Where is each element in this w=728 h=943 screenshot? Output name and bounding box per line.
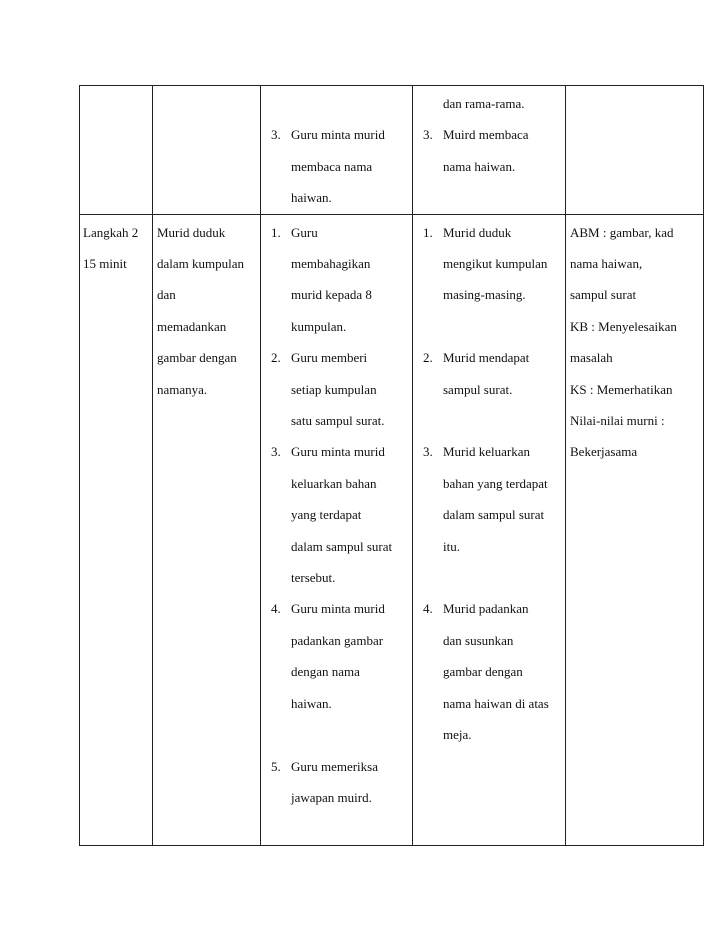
step-cell <box>80 214 153 845</box>
teacher-step-3: 3. Guru minta murid keluarkan bahan yang terdapat dalam sampul surat tersebut. <box>271 444 393 586</box>
teacher-step-3: 3. Guru minta murid membaca nama haiwan. <box>271 127 385 206</box>
pupil-item-tail: dan rama-rama. <box>443 96 525 111</box>
step-cell-empty <box>80 86 153 215</box>
continuation-row <box>80 86 704 215</box>
step-label: Langkah 2 <box>83 224 139 240</box>
step-2-row <box>80 214 704 845</box>
pupil-activity-cell <box>413 214 566 845</box>
teacher-step-4: 4. Guru minta murid padankan gambar dengan nama haiwan. <box>271 601 385 711</box>
notes-cell: ABM : gambar, kad nama haiwan, sampul surat KB : Menyelesaikan masalah KS : Memerhatikan Nilai-nilai murni : Bekerjasama <box>566 214 704 845</box>
teacher-activity-cell <box>261 214 413 845</box>
pupil-step-3: 3. Muird membaca nama haiwan. <box>423 127 529 174</box>
lesson-plan-table <box>79 85 704 846</box>
pupil-activity-cell <box>413 86 566 215</box>
pupil-step-3: 3. Murid keluarkan bahan yang terdapat dalam sampul surat itu. <box>423 444 548 554</box>
notes-cell-empty <box>566 86 704 215</box>
step-time: 15 minit <box>83 256 127 272</box>
teacher-step-1: 1. Guru membahagikan murid kepada 8 kumpulan. <box>271 224 372 334</box>
pupil-step-1: 1. Murid duduk mengikut kumpulan masing-masing. <box>423 224 548 303</box>
teacher-activity-cell <box>261 86 413 215</box>
pupil-step-2: 2. Murid mendapat sampul surat. <box>423 350 530 397</box>
content-cell: Murid duduk dalam kumpulan dan memadankan gambar dengan namanya. <box>153 214 261 845</box>
teacher-step-5: 5. Guru memeriksa jawapan muird. <box>271 758 379 805</box>
teacher-step-2: 2. Guru memberi setiap kumpulan satu sampul surat. <box>271 350 385 429</box>
pupil-step-4: 4. Murid padankan dan susunkan gambar dengan nama haiwan di atas meja. <box>423 601 549 743</box>
content-cell-empty <box>153 86 261 215</box>
